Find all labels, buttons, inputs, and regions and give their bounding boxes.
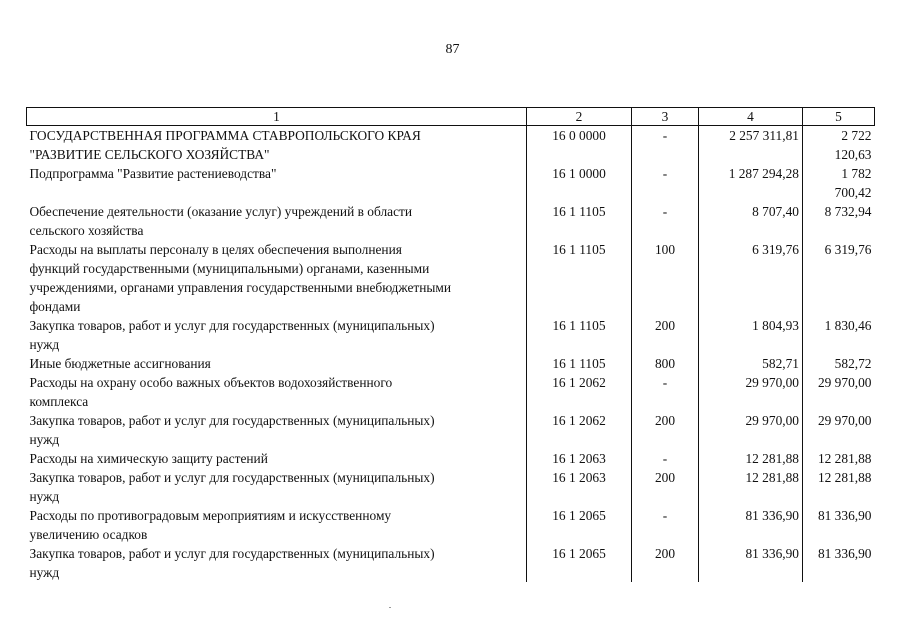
- scan-artifact: [389, 607, 391, 608]
- header-row: [27, 108, 875, 126]
- row-name: [27, 468, 527, 506]
- row-name: [27, 316, 527, 354]
- row-name: [27, 449, 527, 468]
- row-name-line: Закупка товаров, работ и услуг для государственных (муниципальных): [29, 546, 435, 561]
- row-name-line: Расходы на охрану особо важных объектов водохозяйственного: [29, 375, 393, 390]
- table-row: [27, 449, 875, 468]
- row-expense-type: -: [632, 506, 699, 544]
- row-name: [27, 411, 527, 449]
- row-code: 16 1 2062: [527, 411, 632, 449]
- row-name-line: нужд: [29, 565, 60, 580]
- row-value-col5: 12 281,88: [803, 468, 875, 506]
- row-value-col4: 81 336,90: [699, 544, 803, 582]
- row-value-col5: 6 319,76: [803, 240, 875, 316]
- row-name-line: Подпрограмма "Развитие растениеводства": [29, 166, 277, 181]
- row-code: 16 1 1105: [527, 240, 632, 316]
- table-body: [27, 126, 875, 583]
- row-name: [27, 373, 527, 411]
- row-value-col5: 12 281,88: [803, 449, 875, 468]
- row-name-line: Иные бюджетные ассигнования: [29, 356, 211, 371]
- row-name-line: нужд: [29, 337, 60, 352]
- table-row: [27, 354, 875, 373]
- row-value-col4: 81 336,90: [699, 506, 803, 544]
- row-value-col5: 2 722 120,63: [803, 126, 875, 165]
- table-row: [27, 164, 875, 202]
- table-row: [27, 126, 875, 165]
- row-expense-type: -: [632, 126, 699, 165]
- table-row: [27, 468, 875, 506]
- row-code: 16 0 0000: [527, 126, 632, 165]
- table-row: [27, 411, 875, 449]
- row-value-col4: 29 970,00: [699, 411, 803, 449]
- row-value-col4: 12 281,88: [699, 449, 803, 468]
- page-number: 87: [445, 42, 460, 57]
- row-expense-type: 200: [632, 316, 699, 354]
- row-name: [27, 202, 527, 240]
- row-expense-type: 800: [632, 354, 699, 373]
- row-expense-type: 200: [632, 544, 699, 582]
- row-name-line: Расходы на выплаты персоналу в целях обеспечения выполнения: [29, 242, 402, 257]
- header-col-3: 3: [632, 108, 699, 126]
- row-value-col4: 8 707,40: [699, 202, 803, 240]
- header-col-4: 4: [699, 108, 803, 126]
- row-name-line: ГОСУДАРСТВЕННАЯ ПРОГРАММА СТАВРОПОЛЬСКОГО КРАЯ: [29, 128, 421, 143]
- row-name-line: Закупка товаров, работ и услуг для государственных (муниципальных): [29, 470, 435, 485]
- row-value-col5: 582,72: [803, 354, 875, 373]
- row-value-col5: 1 830,46: [803, 316, 875, 354]
- row-name-line: увеличению осадков: [29, 527, 148, 542]
- row-value-col5: 8 732,94: [803, 202, 875, 240]
- row-name-line: функций государственными (муниципальными) органами, казенными: [29, 261, 430, 276]
- row-value-col4: 29 970,00: [699, 373, 803, 411]
- row-code: 16 1 1105: [527, 354, 632, 373]
- row-code: 16 1 2063: [527, 468, 632, 506]
- row-name-line: нужд: [29, 489, 60, 504]
- row-name: [27, 126, 527, 165]
- row-expense-type: 200: [632, 468, 699, 506]
- row-name: [27, 354, 527, 373]
- row-value-col5: 81 336,90: [803, 544, 875, 582]
- header-col-5: 5: [803, 108, 875, 126]
- row-name-line: учреждениями, органами управления государственными внебюджетными: [29, 280, 452, 295]
- row-name-line: комплекса: [29, 394, 89, 409]
- row-name-line: фондами: [29, 299, 81, 314]
- row-expense-type: -: [632, 164, 699, 202]
- table-row: [27, 202, 875, 240]
- row-expense-type: 200: [632, 411, 699, 449]
- row-value-col4: 2 257 311,81: [699, 126, 803, 165]
- budget-table: [26, 107, 875, 582]
- row-code: 16 1 0000: [527, 164, 632, 202]
- row-expense-type: -: [632, 202, 699, 240]
- row-expense-type: -: [632, 373, 699, 411]
- row-code: 16 1 1105: [527, 202, 632, 240]
- row-value-col4: 12 281,88: [699, 468, 803, 506]
- table-row: [27, 506, 875, 544]
- table-row: [27, 316, 875, 354]
- row-value-col4: 582,71: [699, 354, 803, 373]
- row-code: 16 1 2065: [527, 506, 632, 544]
- row-expense-type: 100: [632, 240, 699, 316]
- row-name-line: Расходы на химическую защиту растений: [29, 451, 268, 466]
- row-name-line: Обеспечение деятельности (оказание услуг) учреждений в области: [29, 204, 413, 219]
- row-name-line: Закупка товаров, работ и услуг для государственных (муниципальных): [29, 413, 435, 428]
- row-value-col5: 29 970,00: [803, 373, 875, 411]
- row-code: 16 1 2062: [527, 373, 632, 411]
- row-name-line: сельского хозяйства: [29, 223, 144, 238]
- row-value-col4: 1 804,93: [699, 316, 803, 354]
- row-name-line: нужд: [29, 432, 60, 447]
- row-value-col4: 6 319,76: [699, 240, 803, 316]
- row-name-line: "РАЗВИТИЕ СЕЛЬСКОГО ХОЗЯЙСТВА": [29, 147, 270, 162]
- row-name-line: Закупка товаров, работ и услуг для государственных (муниципальных): [29, 318, 435, 333]
- header-col-1: 1: [27, 108, 527, 126]
- row-name-line: Расходы по противоградовым мероприятиям и искусственному: [29, 508, 392, 523]
- row-value-col4: 1 287 294,28: [699, 164, 803, 202]
- row-value-col5: 81 336,90: [803, 506, 875, 544]
- row-value-col5: 1 782 700,42: [803, 164, 875, 202]
- row-code: 16 1 1105: [527, 316, 632, 354]
- row-value-col5: 29 970,00: [803, 411, 875, 449]
- table-row: [27, 544, 875, 582]
- table-row: [27, 240, 875, 316]
- row-code: 16 1 2065: [527, 544, 632, 582]
- table-row: [27, 373, 875, 411]
- row-expense-type: -: [632, 449, 699, 468]
- header-col-2: 2: [527, 108, 632, 126]
- row-name: [27, 544, 527, 582]
- row-code: 16 1 2063: [527, 449, 632, 468]
- row-name: [27, 240, 527, 316]
- row-name: [27, 506, 527, 544]
- row-name: [27, 164, 527, 202]
